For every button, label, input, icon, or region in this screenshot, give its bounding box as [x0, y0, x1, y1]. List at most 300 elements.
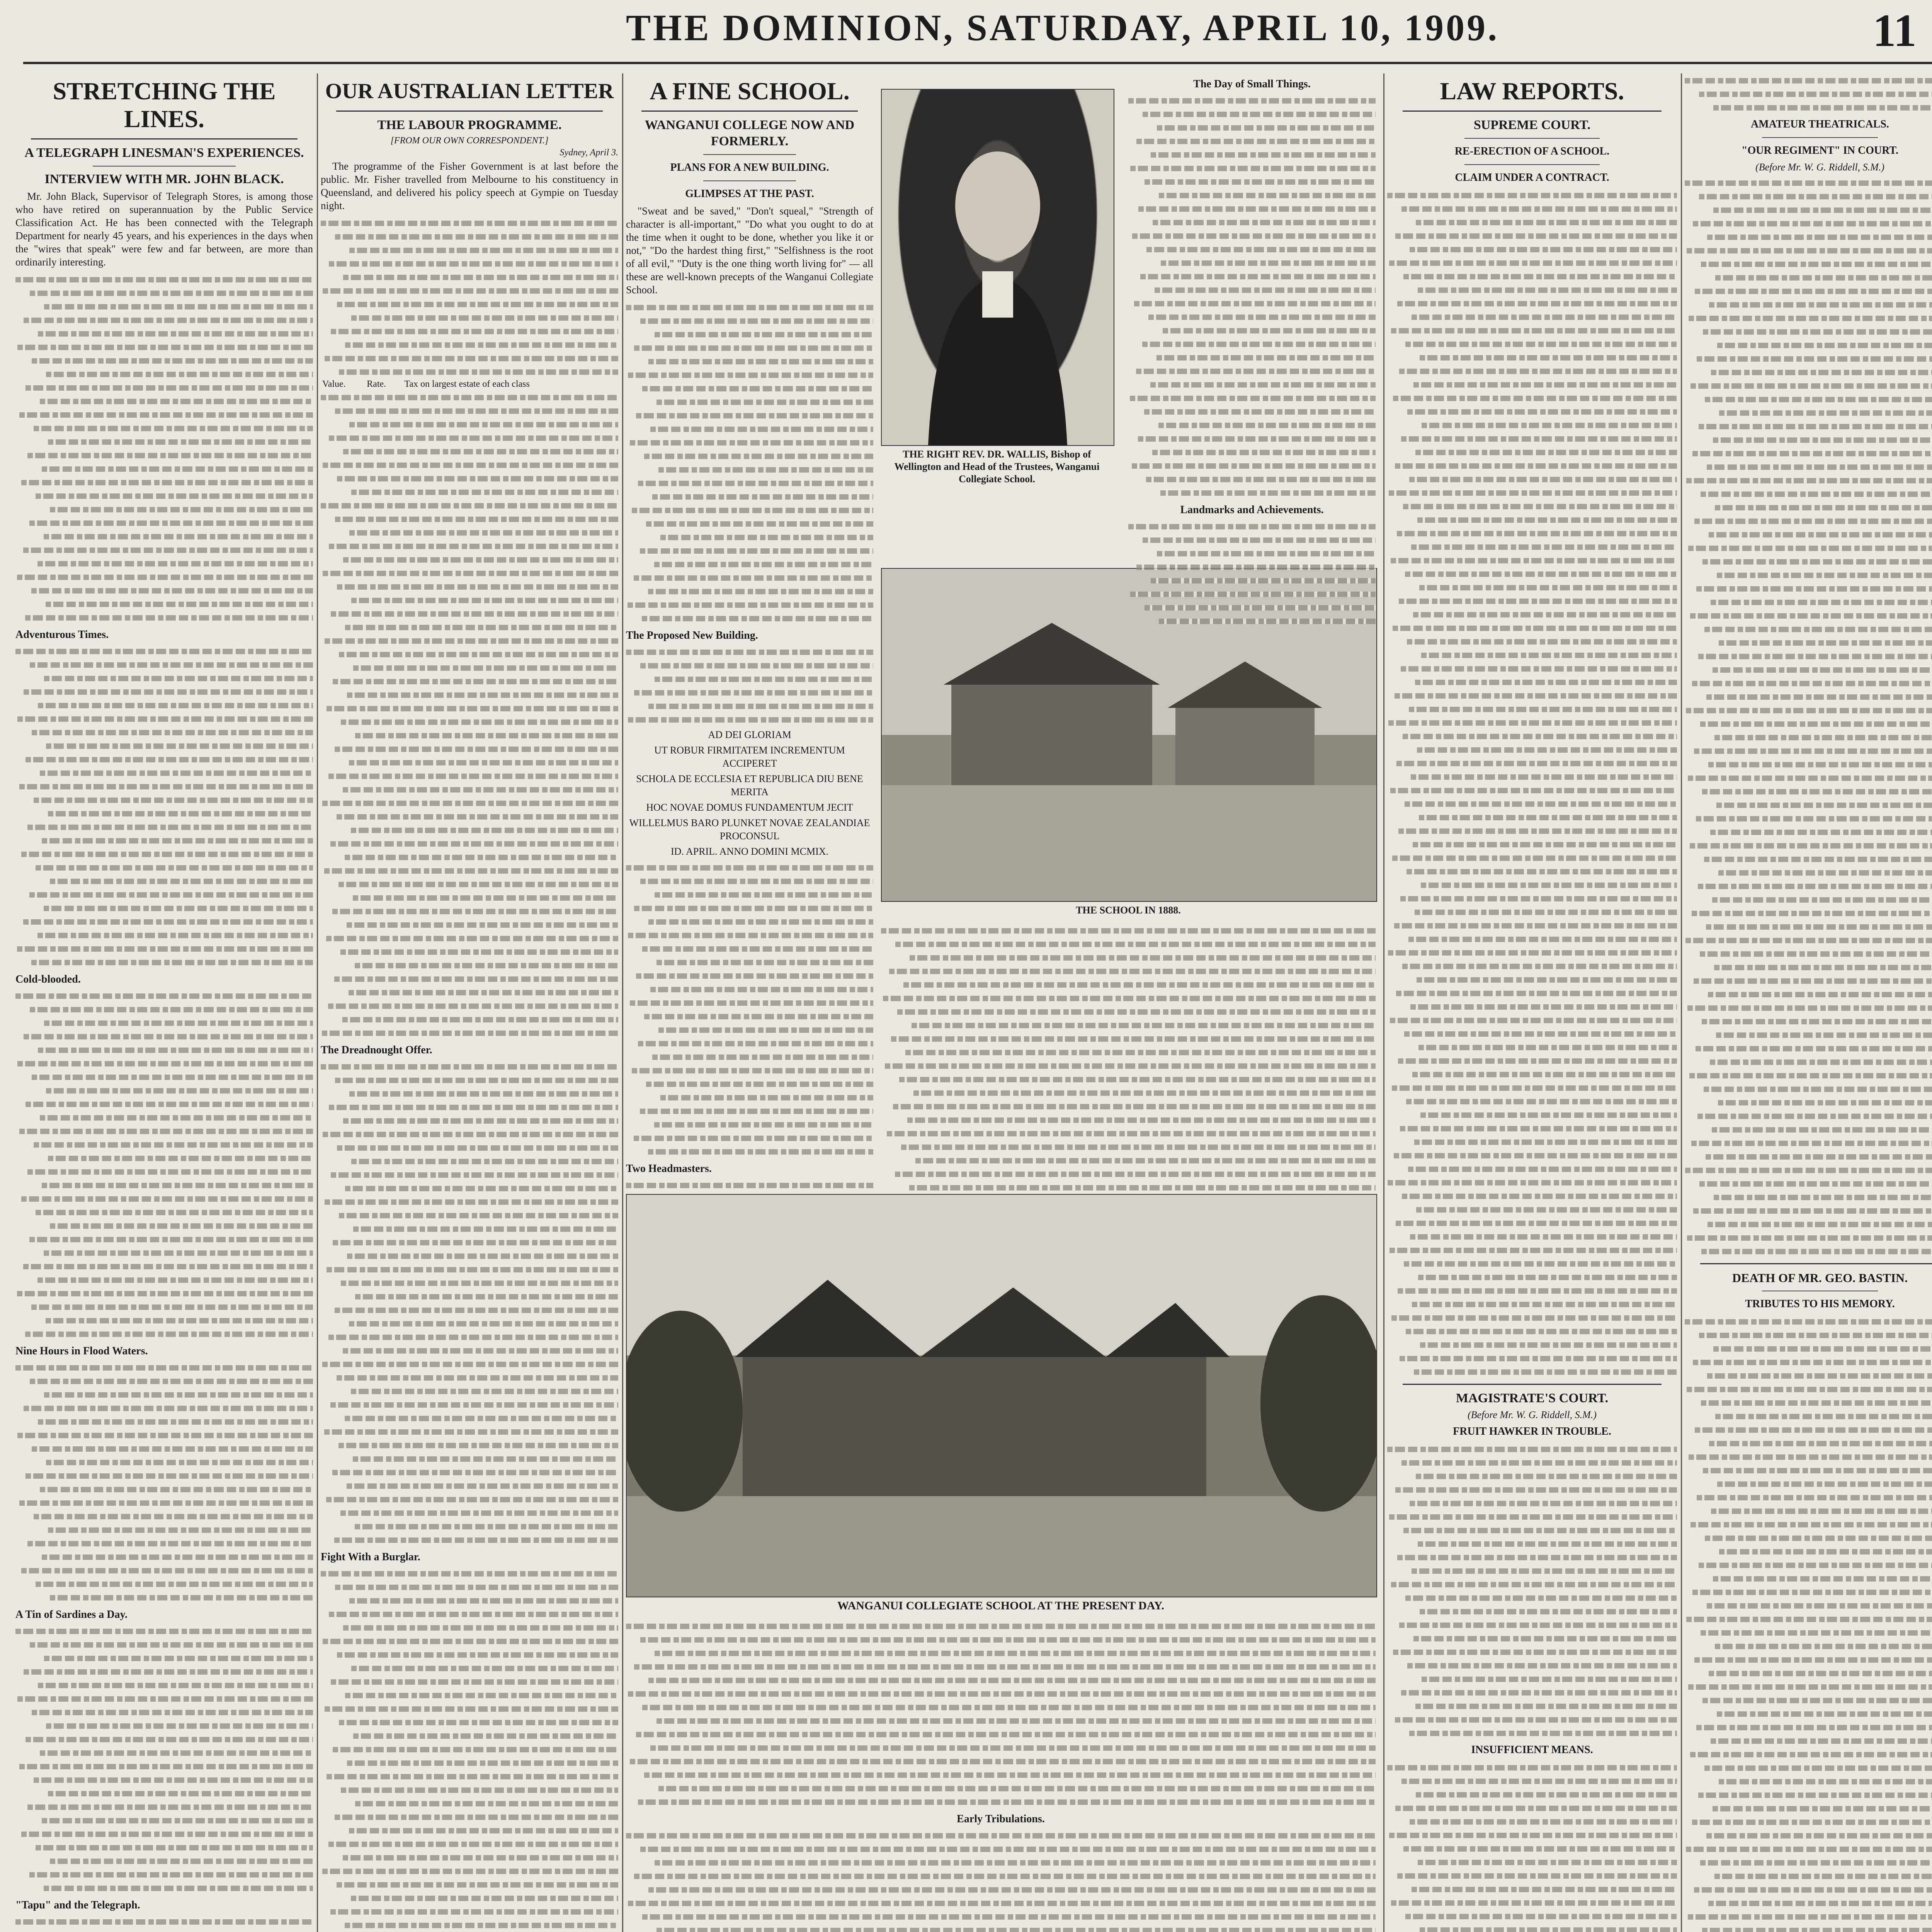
text-line — [1387, 1685, 1677, 1699]
text-line — [1387, 1284, 1677, 1297]
text-line — [1685, 325, 1932, 338]
text-line — [321, 1384, 618, 1398]
text-line — [626, 1633, 1376, 1646]
text-line — [1128, 560, 1376, 573]
text-line — [1685, 1328, 1932, 1342]
text-line — [1685, 1599, 1932, 1612]
text-line — [626, 901, 873, 915]
text-line — [1685, 298, 1932, 311]
text-line — [881, 1167, 1376, 1180]
text-line — [1685, 1436, 1932, 1450]
text-line — [15, 1273, 313, 1286]
text-line — [321, 485, 618, 498]
text-line — [15, 861, 313, 874]
text-line — [1685, 1761, 1932, 1774]
text-line — [321, 742, 618, 755]
text-line — [321, 1026, 618, 1039]
text-line — [1685, 189, 1932, 203]
text-line — [1387, 1591, 1677, 1604]
article-intro: Mr. John Black, Supervisor of Telegraph Stores, is among those who have retired on superannuation by the Public Service Classification Act. He has been connected with the Telegraph Department for nearly 45 years, and his experiences in the days when the "wires that speak" were few and far between, are more than ordinarily interesting. — [15, 190, 313, 268]
text-line — [321, 1891, 618, 1905]
text-line — [1387, 1202, 1677, 1216]
section-proposed-building: The Proposed New Building. — [626, 629, 758, 641]
text-line — [321, 1425, 618, 1438]
text-line — [626, 861, 873, 874]
text-line — [15, 1043, 313, 1056]
text-line — [1685, 1396, 1932, 1409]
text-line — [15, 570, 313, 583]
text-line — [1387, 269, 1677, 283]
text-line — [1685, 433, 1932, 446]
subhead-linesman: A TELEGRAPH LINESMAN'S EXPERIENCES. — [24, 146, 304, 160]
text-line — [1387, 594, 1677, 607]
section-flood-waters: Nine Hours in Flood Waters. — [15, 1345, 148, 1357]
subhead-labour-programme: THE LABOUR PROGRAMME. — [377, 118, 562, 132]
text-line — [1387, 1324, 1677, 1338]
text-line — [1387, 391, 1677, 405]
text-line — [626, 1145, 873, 1158]
text-line — [15, 1719, 313, 1732]
text-line — [321, 458, 618, 471]
text-line — [1387, 1094, 1677, 1108]
text-line — [321, 431, 618, 444]
text-line — [1387, 1175, 1677, 1189]
text-line — [626, 1869, 1376, 1883]
text-line — [1685, 203, 1932, 216]
text-line — [626, 463, 873, 476]
text-line — [626, 1023, 873, 1036]
text-line — [321, 1371, 618, 1384]
text-line — [1387, 418, 1677, 432]
text-line — [1387, 1040, 1677, 1054]
text-line — [15, 1469, 313, 1482]
masthead — [23, 4, 1932, 64]
subhead-glimpses: GLIMPSES AT THE PAST. — [685, 188, 814, 200]
text-line — [881, 1018, 1376, 1032]
text-line — [321, 498, 618, 512]
text-line — [15, 793, 313, 806]
text-line — [1387, 932, 1677, 946]
text-line — [15, 1016, 313, 1029]
text-line — [1685, 1382, 1932, 1396]
text-line — [1685, 1068, 1932, 1082]
text-line — [1387, 1469, 1677, 1483]
text-line — [626, 1687, 1376, 1700]
text-line — [1387, 1297, 1677, 1311]
text-line — [1685, 987, 1932, 1001]
text-line — [1685, 879, 1932, 893]
text-line — [1387, 350, 1677, 364]
text-line — [626, 381, 873, 395]
text-line — [1387, 1510, 1677, 1523]
case-claim-contract: CLAIM UNDER A CONTRACT. — [1455, 172, 1609, 184]
text-line — [1685, 757, 1932, 771]
column-fine-school — [626, 73, 1379, 1932]
text-line — [881, 1005, 1376, 1018]
article-body — [15, 1624, 313, 1895]
column-stretching-lines — [15, 73, 313, 1932]
text-line — [15, 820, 313, 833]
text-line — [15, 313, 313, 327]
text-line — [15, 475, 313, 489]
text-line — [15, 1124, 313, 1138]
text-line — [15, 847, 313, 861]
text-line — [321, 715, 618, 728]
text-line — [1685, 622, 1932, 636]
text-line — [321, 1729, 618, 1742]
text-line — [626, 713, 873, 726]
text-line — [321, 471, 618, 485]
text-line — [321, 1648, 618, 1661]
text-line — [1387, 675, 1677, 689]
text-line — [1387, 202, 1677, 215]
text-line — [1387, 607, 1677, 621]
column-rule — [1383, 73, 1384, 1932]
text-line — [15, 1577, 313, 1590]
text-line — [1387, 1230, 1677, 1243]
section-dreadnought: The Dreadnought Offer. — [321, 1044, 432, 1056]
article-body — [1685, 73, 1932, 114]
section-small-things: The Day of Small Things. — [1193, 78, 1311, 90]
text-line — [321, 284, 618, 297]
article-body — [626, 300, 873, 625]
text-line — [321, 1222, 618, 1235]
text-line — [881, 1072, 1376, 1086]
section-two-headmasters: Two Headmasters. — [626, 1163, 712, 1175]
text-line — [321, 1438, 618, 1452]
text-line — [1387, 567, 1677, 580]
text-line — [321, 1141, 618, 1154]
text-line — [626, 1646, 1376, 1660]
text-line — [1685, 1342, 1932, 1355]
text-line — [15, 1300, 313, 1313]
section-tapu: "Tapu" and the Telegraph. — [15, 1899, 140, 1911]
text-line — [321, 539, 618, 553]
text-line — [321, 931, 618, 945]
text-line — [15, 1442, 313, 1455]
text-line — [1387, 256, 1677, 269]
text-line — [1387, 702, 1677, 716]
text-line — [1387, 1787, 1677, 1801]
text-line — [1387, 1027, 1677, 1040]
text-line — [881, 1086, 1376, 1099]
text-line — [321, 1235, 618, 1249]
text-line — [321, 877, 618, 891]
text-line — [321, 1850, 618, 1864]
text-line — [15, 381, 313, 394]
text-line — [15, 1205, 313, 1219]
text-line — [321, 243, 618, 257]
text-line — [1685, 1014, 1932, 1028]
text-line — [321, 404, 618, 417]
text-line — [626, 1727, 1376, 1741]
text-line — [1685, 690, 1932, 703]
text-line — [1128, 269, 1376, 283]
text-line — [321, 338, 618, 351]
text-line — [1387, 973, 1677, 986]
text-line — [1387, 1672, 1677, 1685]
text-line — [1685, 554, 1932, 568]
text-line — [1387, 283, 1677, 296]
text-line — [1685, 1109, 1932, 1122]
text-line — [15, 1678, 313, 1692]
text-line — [1387, 1496, 1677, 1510]
text-line — [321, 270, 618, 284]
text-line — [321, 945, 618, 958]
text-line — [321, 647, 618, 661]
text-line — [626, 1883, 1376, 1896]
text-line — [881, 1045, 1376, 1059]
text-line — [321, 1357, 618, 1371]
text-line — [321, 390, 618, 404]
text-line — [15, 1665, 313, 1678]
page-number: 11 — [1872, 5, 1917, 56]
text-line — [15, 671, 313, 685]
text-line — [626, 1700, 1376, 1714]
text-line — [15, 597, 313, 611]
text-line — [1128, 175, 1376, 188]
text-line — [1685, 446, 1932, 460]
text-line — [1128, 107, 1376, 121]
text-line — [1128, 323, 1376, 337]
text-line — [1128, 573, 1376, 587]
text-line — [321, 1100, 618, 1114]
text-line — [626, 557, 873, 571]
text-line — [881, 1032, 1376, 1045]
text-line — [1387, 743, 1677, 756]
text-line — [626, 1104, 873, 1117]
text-line — [1387, 918, 1677, 932]
text-line — [321, 1195, 618, 1208]
text-line — [1387, 1456, 1677, 1469]
text-line — [15, 408, 313, 421]
text-line — [626, 672, 873, 685]
text-line — [1128, 519, 1376, 533]
text-line — [321, 782, 618, 796]
text-line — [1685, 1883, 1932, 1896]
text-line — [15, 1786, 313, 1800]
text-line — [1387, 540, 1677, 553]
text-line — [881, 937, 1376, 951]
text-line — [626, 1795, 1376, 1808]
text-line — [626, 1896, 1376, 1910]
text-line — [1685, 636, 1932, 649]
text-line — [321, 1702, 618, 1715]
text-line — [15, 1246, 313, 1259]
text-line — [1685, 392, 1932, 406]
text-line — [15, 1773, 313, 1786]
text-line — [321, 1715, 618, 1729]
text-line — [1685, 365, 1932, 379]
text-line — [15, 340, 313, 354]
text-line — [321, 1330, 618, 1344]
text-line — [626, 368, 873, 381]
column-law-reports — [1387, 73, 1677, 1932]
article-body — [1685, 1315, 1932, 1932]
text-line — [1387, 242, 1677, 256]
text-line — [1387, 1537, 1677, 1550]
text-line — [15, 698, 313, 712]
text-line — [321, 1837, 618, 1850]
text-line — [626, 1828, 1376, 1842]
text-line — [1387, 1338, 1677, 1351]
tax-table-rows — [321, 390, 618, 498]
text-line — [1685, 1815, 1932, 1828]
text-line — [15, 502, 313, 516]
text-line — [15, 766, 313, 779]
text-line — [15, 1138, 313, 1151]
text-line — [1685, 87, 1932, 100]
text-line — [1685, 1626, 1932, 1639]
text-line — [15, 583, 313, 597]
case-re-erection: RE-ERECTION OF A SCHOOL. — [1454, 145, 1610, 157]
text-line — [1387, 756, 1677, 770]
text-line — [1685, 419, 1932, 433]
text-line — [1128, 350, 1376, 364]
text-line — [1685, 460, 1932, 473]
text-line — [15, 299, 313, 313]
text-line — [1387, 1842, 1677, 1855]
column-theatricals — [1685, 73, 1932, 1932]
text-line — [15, 1746, 313, 1759]
text-line — [321, 1634, 618, 1648]
text-line — [15, 955, 313, 969]
text-line — [1387, 1013, 1677, 1027]
text-line — [1387, 1108, 1677, 1121]
text-line — [321, 891, 618, 904]
school-present-caption: WANGANUI COLLEGIATE SCHOOL AT THE PRESENT DAY. — [837, 1599, 1165, 1612]
headline-australian-letter: OUR AUSTRALIAN LETTER — [325, 79, 614, 103]
text-line — [321, 1607, 618, 1621]
text-line — [1387, 1774, 1677, 1787]
text-line — [1685, 1204, 1932, 1217]
text-line — [626, 408, 873, 422]
text-line — [1387, 296, 1677, 310]
text-line — [1685, 1369, 1932, 1382]
text-line — [321, 1905, 618, 1918]
article-body — [321, 1566, 618, 1932]
text-line — [1685, 933, 1932, 947]
inscription-line: SCHOLA DE ECCLESIA ET REPUBLICA DIU BENE MERITA — [636, 773, 863, 798]
article-intro: "Sweat and be saved," "Don't squeal," "Strength of character is all-important," "Do what you ought to do at the time when it ought to be done, whether you like it or not," "Do the hardest thing first," "Selfishness is the root of all evil," "Duty is the one thing worth living for" — all these are well-known precepts of the Wanganui Collegiate School. — [626, 205, 873, 296]
text-line — [321, 688, 618, 701]
school-1888-caption: THE SCHOOL IN 1888. — [1076, 905, 1181, 916]
text-line — [881, 964, 1376, 978]
text-line — [321, 620, 618, 634]
text-line — [881, 923, 1376, 937]
text-line — [1685, 527, 1932, 541]
text-line — [15, 448, 313, 462]
text-line — [321, 1594, 618, 1607]
text-line — [1685, 1177, 1932, 1190]
text-line — [15, 901, 313, 915]
text-line — [1387, 851, 1677, 864]
text-line — [1685, 1828, 1932, 1842]
text-line — [1387, 1713, 1677, 1726]
text-line — [321, 1154, 618, 1168]
text-line — [15, 779, 313, 793]
text-line — [1685, 243, 1932, 257]
text-line — [321, 526, 618, 539]
column-rule — [317, 73, 318, 1932]
text-line — [15, 1083, 313, 1097]
text-line — [1387, 810, 1677, 824]
text-line — [1685, 1653, 1932, 1666]
text-line — [881, 991, 1376, 1005]
text-line — [1387, 472, 1677, 486]
text-line — [626, 300, 873, 314]
magistrates-court-heading: MAGISTRATE'S COURT. — [1456, 1391, 1609, 1405]
text-line — [15, 1219, 313, 1232]
text-line — [881, 1099, 1376, 1113]
text-line — [321, 1742, 618, 1756]
supreme-court-heading: SUPREME COURT. — [1473, 118, 1591, 132]
text-line — [1387, 513, 1677, 526]
text-line — [626, 1077, 873, 1090]
text-line — [1685, 1355, 1932, 1369]
text-line — [15, 1415, 313, 1428]
text-line — [626, 1063, 873, 1077]
text-line — [15, 942, 313, 955]
text-line — [15, 752, 313, 766]
text-line — [626, 1009, 873, 1023]
text-line — [15, 712, 313, 725]
text-line — [1387, 1550, 1677, 1564]
text-line — [626, 915, 873, 928]
text-line — [626, 530, 873, 544]
text-line — [1387, 1631, 1677, 1645]
text-line — [15, 1374, 313, 1388]
text-line — [321, 769, 618, 782]
text-line — [1387, 378, 1677, 391]
text-line — [15, 1192, 313, 1205]
text-line — [321, 810, 618, 823]
text-line — [15, 1523, 313, 1536]
text-line — [626, 1910, 1376, 1923]
text-line — [1387, 526, 1677, 540]
text-line — [1685, 1801, 1932, 1815]
text-line — [626, 969, 873, 982]
text-line — [15, 1928, 313, 1932]
text-line — [1685, 920, 1932, 933]
text-line — [1128, 188, 1376, 202]
text-line — [15, 833, 313, 847]
text-line — [1685, 1490, 1932, 1504]
article-body — [15, 989, 313, 1340]
text-line — [15, 1854, 313, 1867]
text-line — [1387, 1801, 1677, 1815]
text-line — [1685, 338, 1932, 352]
text-line — [1387, 783, 1677, 797]
text-line — [321, 512, 618, 526]
text-line — [1387, 634, 1677, 648]
text-line — [1685, 595, 1932, 609]
text-line — [1685, 1231, 1932, 1244]
text-line — [1128, 405, 1376, 418]
text-line — [15, 1563, 313, 1577]
text-line — [626, 327, 873, 341]
text-line — [15, 739, 313, 752]
text-line — [626, 942, 873, 955]
text-line — [321, 837, 618, 850]
text-line — [321, 1398, 618, 1411]
text-line — [1387, 986, 1677, 1000]
text-line — [15, 435, 313, 448]
text-line — [1387, 905, 1677, 918]
text-line — [15, 421, 313, 435]
text-line — [15, 658, 313, 671]
text-line — [15, 1496, 313, 1509]
